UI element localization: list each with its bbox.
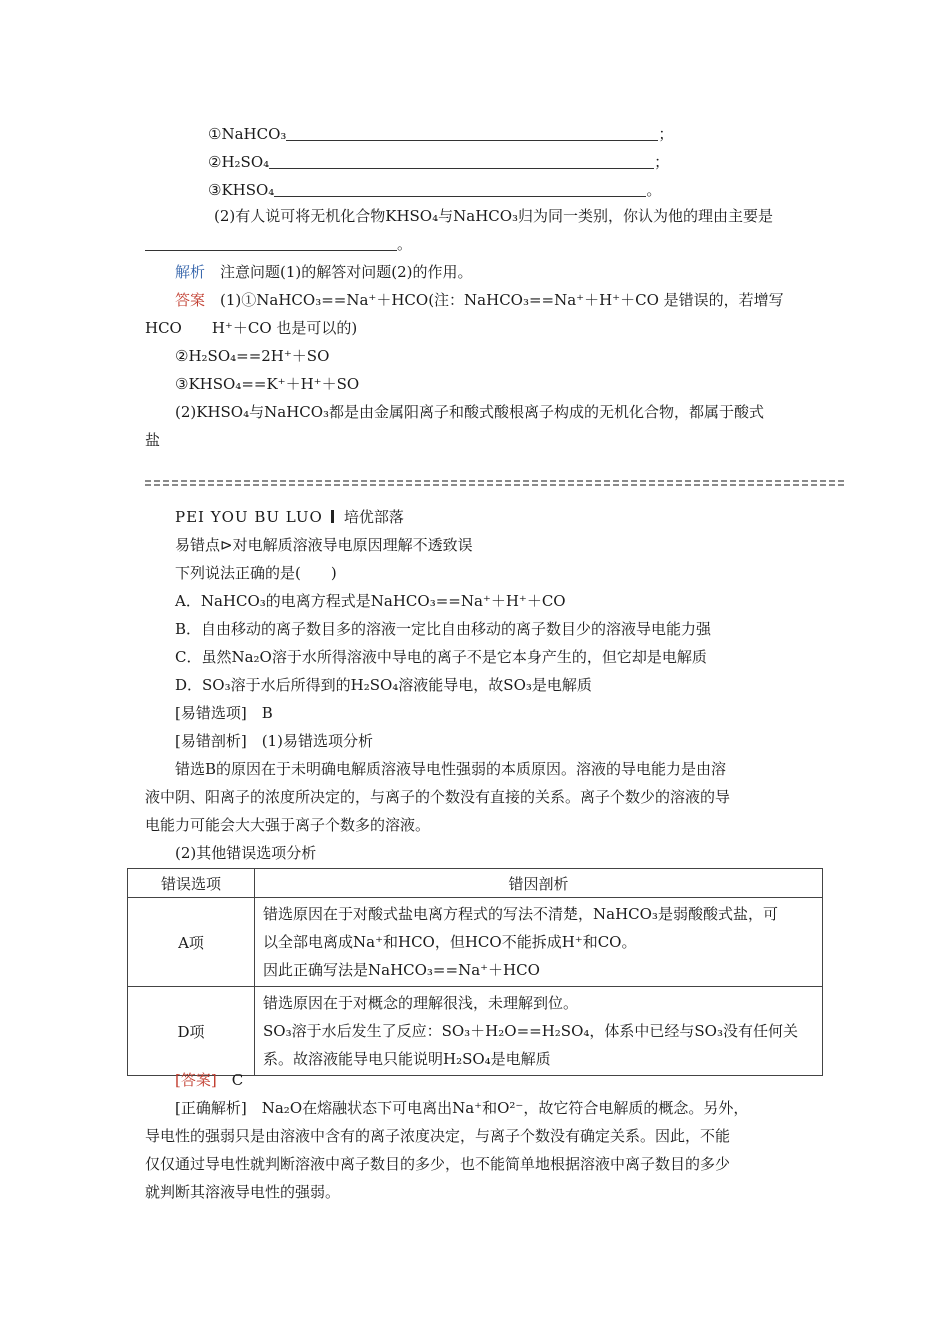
section-header	[175, 507, 404, 527]
other-options-heading: (2)其他错误选项分析	[175, 844, 317, 862]
answer-line-3: ②H₂SO₄==2H⁺＋SO	[175, 347, 330, 365]
option-a: A．NaHCO₃的电离方程式是NaHCO₃==Na⁺＋H⁺＋CO	[175, 592, 566, 610]
table-cell-option: D项	[128, 987, 255, 1076]
correct-analysis-line-3: 仅仅通过导电性就判断溶液中离子数目的多少，也不能简单地根据溶液中离子数目的多少	[145, 1155, 731, 1173]
option-b: B．自由移动的离子数目多的溶液一定比自由移动的离子数目少的溶液导电能力强	[175, 620, 712, 638]
section-header-cn: 培优部落	[343, 508, 404, 526]
item-khso4: ③KHSO₄ 。	[208, 181, 662, 199]
table-cell-reason: 错选原因在于对酸式盐电离方程式的写法不清楚，NaHCO₃是弱酸酸式盐，可 以全部电离成Na⁺和HCO，但HCO不能拆成H⁺和CO。 因此正确写法是NaHCO₃==Na⁺＋HCO	[255, 898, 823, 987]
item-nahco3: ①NaHCO₃ ；	[208, 125, 674, 143]
answer-line-6: 盐	[145, 431, 161, 449]
correct-analysis-line-4: 就判断其溶液导电性的强弱。	[145, 1183, 341, 1201]
question: 下列说法正确的是( )	[175, 564, 337, 582]
section-divider	[145, 480, 845, 486]
table-row	[128, 898, 823, 987]
answer-line-2: HCO H⁺＋CO 也是可以的)	[145, 319, 358, 337]
answer-blank	[274, 182, 646, 197]
table-cell-reason: 错选原因在于对概念的理解很浅，未理解到位。 SO₃溶于水后发生了反应：SO₃＋H₂O==H₂SO₄，体系中已经与SO₃没有任何关 系。故溶液能导电只能说明H₂SO₄是电解质	[255, 987, 823, 1076]
answer-line-5: (2)KHSO₄与NaHCO₃都是由金属阳离子和酸式酸根离子构成的无机化合物，都属于酸式	[175, 403, 765, 421]
table-cell-option: A项	[128, 898, 255, 987]
answer-line-1: 答案 (1)①NaHCO₃==Na⁺＋HCO(注：NaHCO₃==Na⁺＋H⁺＋CO 是错误的，若增写	[175, 291, 784, 309]
analysis-para-3: 电能力可能会大大强于离子个数多的溶液。	[145, 816, 431, 834]
item-label: ②H₂SO₄	[208, 153, 270, 171]
answer-blank	[145, 236, 397, 251]
table-header-option: 错误选项	[128, 869, 255, 898]
table-header-row	[128, 869, 823, 898]
item-label: ①NaHCO₃	[208, 125, 287, 143]
option-c: C．虽然Na₂O溶于水所得溶液中导电的离子不是它本身产生的，但它却是电解质	[175, 648, 707, 666]
answer-line-4: ③KHSO₄==K⁺＋H⁺＋SO	[175, 375, 360, 393]
wrong-option: [易错选项] B	[175, 704, 273, 722]
correct-analysis-label: [正确解析]	[175, 1099, 247, 1117]
item-label: ③KHSO₄	[208, 181, 275, 199]
correct-analysis-line-2: 导电性的强弱只是由溶液中含有的离子浓度决定，与离子个数没有确定关系。因此，不能	[145, 1127, 731, 1145]
analysis: 解析 注意问题(1)的解答对问题(2)的作用。	[175, 263, 473, 281]
analysis-para-1: 错选B的原因在于未明确电解质溶液导电性强弱的本质原因。溶液的导电能力是由溶	[175, 760, 727, 778]
analysis-label: 解析	[175, 263, 206, 281]
separator-bar	[331, 510, 334, 523]
error-point: 易错点⊳对电解质溶液导电原因理解不透致误	[175, 536, 473, 554]
answer-label: 答案	[175, 291, 206, 309]
correct-analysis-line-1: [正确解析] Na₂O在熔融状态下可电离出Na⁺和O²⁻，故它符合电解质的概念。另外，	[175, 1099, 749, 1117]
analysis-para-2: 液中阴、阳离子的浓度所决定的，与离子的个数没有直接的关系。离子个数少的溶液的导	[145, 788, 731, 806]
final-answer-value: C	[231, 1071, 244, 1089]
wrong-analysis: [易错剖析] (1)易错选项分析	[175, 732, 373, 750]
final-answer-label: [答案]	[175, 1071, 217, 1089]
option-d: D．SO₃溶于水后所得到的H₂SO₄溶液能导电，故SO₃是电解质	[175, 676, 592, 694]
table-row	[128, 987, 823, 1076]
final-answer	[175, 1070, 243, 1090]
table-header-reason: 错因剖析	[255, 869, 823, 898]
error-analysis-table	[127, 868, 823, 1076]
item-h2so4: ②H₂SO₄ ；	[208, 153, 670, 171]
question-2-blank-line: 。	[145, 234, 412, 254]
answer-blank	[286, 126, 658, 141]
section-header-en: PEI YOU BU LUO	[175, 508, 323, 526]
question-2: (2)有人说可将无机化合物KHSO₄与NaHCO₃归为同一类别，你认为他的理由主要是	[214, 207, 774, 225]
answer-blank	[269, 154, 654, 169]
